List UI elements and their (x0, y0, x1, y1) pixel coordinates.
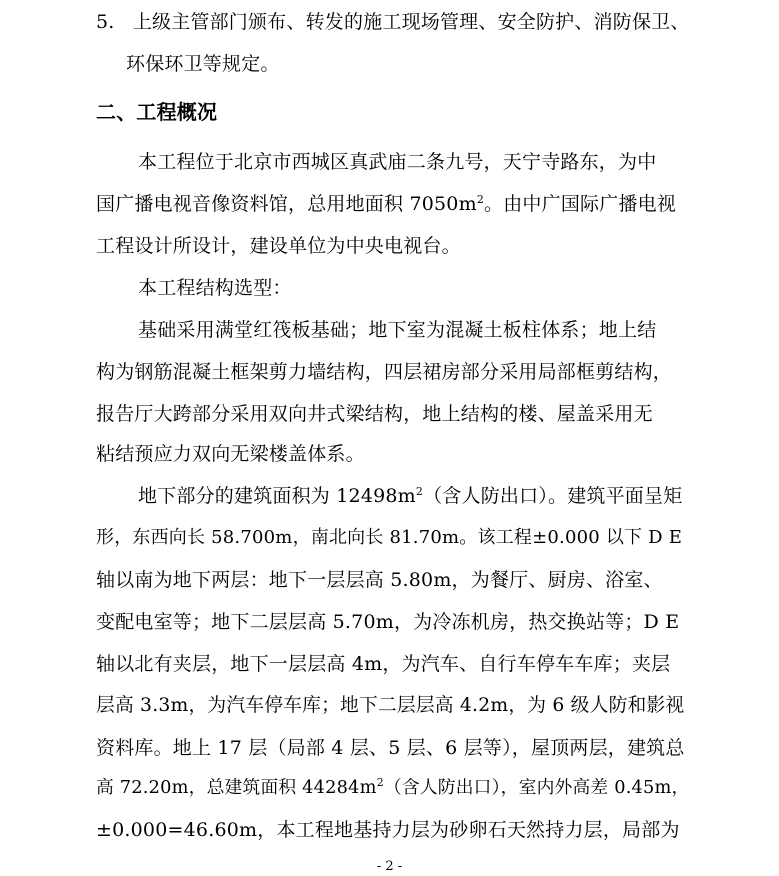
superscript: 2 (376, 776, 384, 789)
list-item-text-line-1: 上级主管部门颁布、转发的施工现场管理、安全防护、消防保卫、 (132, 11, 690, 33)
paragraph-2: 本工程结构选型： (138, 277, 292, 299)
paragraph-4-line-1-text: 地下部分的建筑面积为 12498m (138, 485, 416, 507)
paragraph-3-line-2: 构为钢筋混凝土框架剪力墙结构，四层裙房部分采用局部框剪结构， (96, 361, 673, 383)
page-number: - 2 - (376, 859, 403, 874)
paragraph-4-line-1 (138, 484, 682, 508)
superscript: 2 (476, 193, 485, 206)
list-item-text-line-2: 环保环卫等规定。 (126, 53, 280, 75)
paragraph-4-line-8-text: 高 72.20m，总建筑面积 44284m (96, 778, 377, 798)
section-heading: 二、工程概况 (96, 100, 218, 124)
paragraph-1-line-2 (96, 192, 676, 216)
list-item-5 (96, 10, 690, 34)
paragraph-1-line-2-text-end: 。由中广国际广播电视 (484, 193, 677, 215)
paragraph-4-line-9: ±0.000=46.60m，本工程地基持力层为砂卵石天然持力层，局部为 (96, 819, 680, 841)
paragraph-4-line-3: 轴以南为地下两层：地下一层层高 5.80m，为餐厅、厨房、浴室、 (96, 569, 663, 591)
paragraph-3-line-4: 粘结预应力双向无梁楼盖体系。 (96, 443, 365, 465)
list-item-number: 5. (96, 11, 115, 33)
paragraph-4-line-5: 轴以北有夹层，地下一层层高 4m，为汽车、自行车停车车库；夹层 (96, 653, 671, 675)
paragraph-4-line-8 (96, 776, 690, 800)
paragraph-4-line-6: 层高 3.3m，为汽车停车库；地下二层层高 4.2m，为 6 级人防和影视 (96, 695, 685, 716)
paragraph-4-line-2: 形，东西向长 58.700m，南北向长 81.70m。该工程±0.000 以下 D E (96, 527, 683, 548)
paragraph-4-line-1-text-end: （含人防出口）。建筑平面呈矩 (423, 485, 683, 507)
paragraph-1-line-2-text: 国广播电视音像资料馆，总用地面积 7050m (96, 193, 477, 215)
paragraph-3-line-1: 基础采用满堂红筏板基础；地下室为混凝土板柱体系；地上结 (138, 319, 657, 341)
paragraph-4-line-7: 资料库。地上 17 层（局部 4 层、5 层、6 层等），屋顶两层，建筑总 (96, 737, 685, 759)
paragraph-1-line-3: 工程设计所设计，建设单位为中央电视台。 (96, 235, 461, 257)
paragraph-4-line-8-text-end: （含人防出口），室内外高差 0.45m， (383, 778, 690, 798)
paragraph-4-line-4: 变配电室等；地下二层层高 5.70m，为冷冻机房，热交换站等；D E (96, 611, 680, 633)
paragraph-3-line-3: 报告厅大跨部分采用双向井式梁结构，地上结构的楼、屋盖采用无 (96, 403, 653, 425)
superscript: 2 (415, 485, 424, 498)
paragraph-1-line-1: 本工程位于北京市西城区真武庙二条九号，天宁寺路东，为中 (138, 151, 657, 173)
